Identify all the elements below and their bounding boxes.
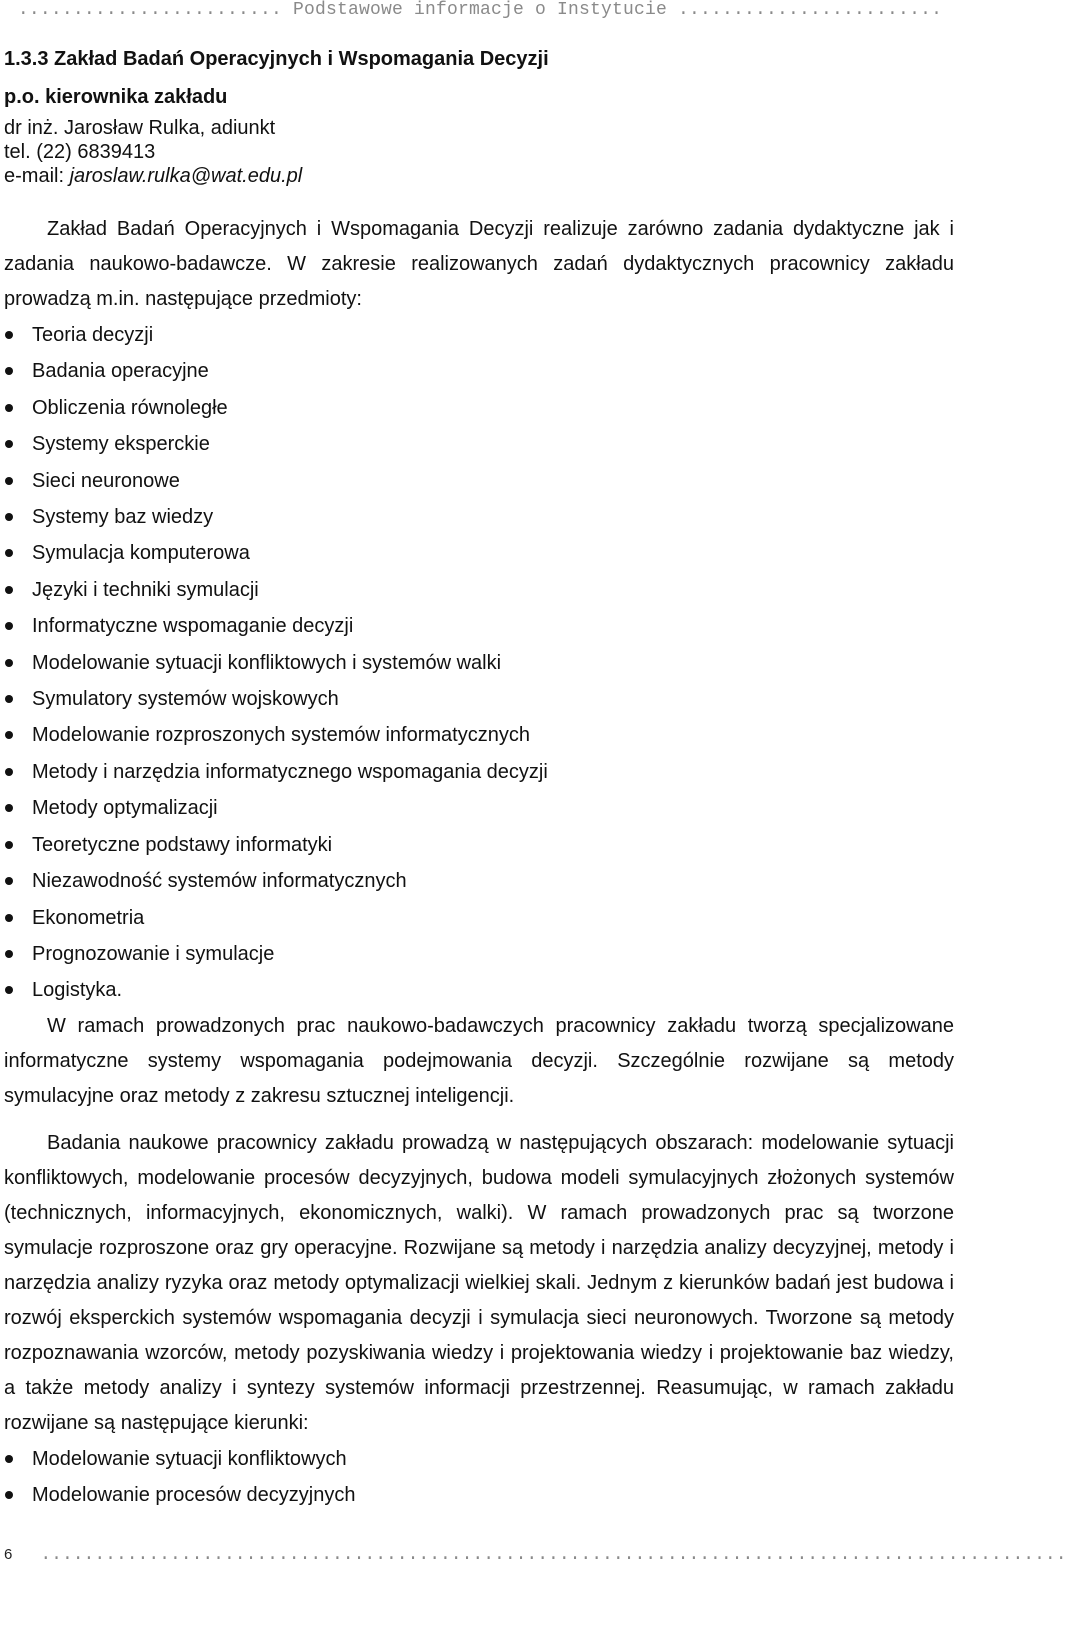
subject-list-item: Symulatory systemów wojskowych bbox=[4, 681, 954, 717]
subject-list-item: Metody i narzędzia informatycznego wspomagania decyzji bbox=[4, 754, 954, 790]
subject-list-item: Sieci neuronowe bbox=[4, 463, 954, 499]
subject-list-item: Ekonometria bbox=[4, 900, 954, 936]
subject-list-item: Metody optymalizacji bbox=[4, 790, 954, 826]
subject-list-item: Systemy baz wiedzy bbox=[4, 499, 954, 535]
head-role-title: p.o. kierownika zakładu bbox=[4, 86, 228, 108]
subject-list-item: Niezawodność systemów informatycznych bbox=[4, 863, 954, 899]
subject-list-item: Symulacja komputerowa bbox=[4, 535, 954, 571]
research-paragraph-1: W ramach prowadzonych prac naukowo-badawczych pracownicy zakładu tworzą specjalizowane informatyczne systemy wspomagania podejmowania decyzji. Szczególnie rozwijane są metody symulacyjne oraz metody z zakresu sztucznej inteligencji. bbox=[4, 1014, 954, 1107]
head-phone: tel. (22) 6839413 bbox=[4, 141, 156, 163]
running-header: ........................ Podstawowe informacje o Instytucie ........................ bbox=[17, 0, 943, 20]
page-number: 6 bbox=[4, 1546, 13, 1563]
section-title: 1.3.3 Zakład Badań Operacyjnych i Wspomagania Decyzji bbox=[4, 48, 549, 70]
subject-list-item: Teoretyczne podstawy informatyki bbox=[4, 827, 954, 863]
subject-list-item: Obliczenia równoległe bbox=[4, 390, 954, 426]
running-footer bbox=[4, 1545, 1067, 1567]
subject-list-item: Badania operacyjne bbox=[4, 353, 954, 389]
subject-list-item: Systemy eksperckie bbox=[4, 426, 954, 462]
intro-paragraph: Zakład Badań Operacyjnych i Wspomagania Decyzji realizuje zarówno zadania dydaktyczne jak i zadania naukowo-badawcze. W zakresie realizowanych zadań dydaktycznych pracownicy zakładu prowadzą m.in. następujące przedmioty: bbox=[4, 218, 954, 310]
subject-list-item: Modelowanie rozproszonych systemów informatycznych bbox=[4, 717, 954, 753]
subjects-list bbox=[4, 317, 954, 1009]
head-name: dr inż. Jarosław Rulka, adiunkt bbox=[4, 117, 276, 139]
direction-list-item: Modelowanie sytuacji konfliktowych bbox=[4, 1441, 954, 1477]
page-content bbox=[4, 40, 954, 1514]
subject-list-item: Logistyka. bbox=[4, 972, 954, 1008]
directions-list bbox=[4, 1441, 954, 1514]
direction-list-item: Modelowanie procesów decyzyjnych bbox=[4, 1477, 954, 1513]
footer-leader-dots: ............................................................................................... bbox=[40, 1545, 1067, 1565]
subject-list-item: Prognozowanie i symulacje bbox=[4, 936, 954, 972]
subject-list-item: Informatyczne wspomaganie decyzji bbox=[4, 608, 954, 644]
research-paragraph-2: Badania naukowe pracownicy zakładu prowadzą w następujących obszarach: modelowanie sytuacji konfliktowych, modelowanie procesów decyzyjnych, budowa modeli symulacyjnych złożonych systemów (technicznych, informacyjnych, ekonomicznych, walki). W ramach prowadzonych prac są tworzone symulacje rozproszone oraz gry operacyjne. Rozwijane są metody i narzędzia analizy decyzyjnej, metody i narzędzia analizy ryzyka oraz metody optymalizacji wielkiej skali. Jednym z kierunków badań jest budowa i rozwój eksperckich systemów wspomagania decyzji i symulacja sieci neuronowych. Tworzone są metody rozpoznawania wzorców, metody pozyskiwania wiedzy i projektowania wiedzy i projektowanie baz wiedzy, a także metody analizy i syntezy systemów informacji przestrzennej. Reasumując, w ramach zakładu rozwijane są następujące kierunki: bbox=[4, 1131, 954, 1434]
head-email-line bbox=[4, 164, 954, 188]
email-link[interactable]: jaroslaw.rulka@wat.edu.pl bbox=[69, 165, 303, 187]
subject-list-item: Teoria decyzji bbox=[4, 317, 954, 353]
subject-list-item: Modelowanie sytuacji konfliktowych i systemów walki bbox=[4, 645, 954, 681]
email-prefix: e-mail: bbox=[4, 165, 70, 187]
subject-list-item: Języki i techniki symulacji bbox=[4, 572, 954, 608]
